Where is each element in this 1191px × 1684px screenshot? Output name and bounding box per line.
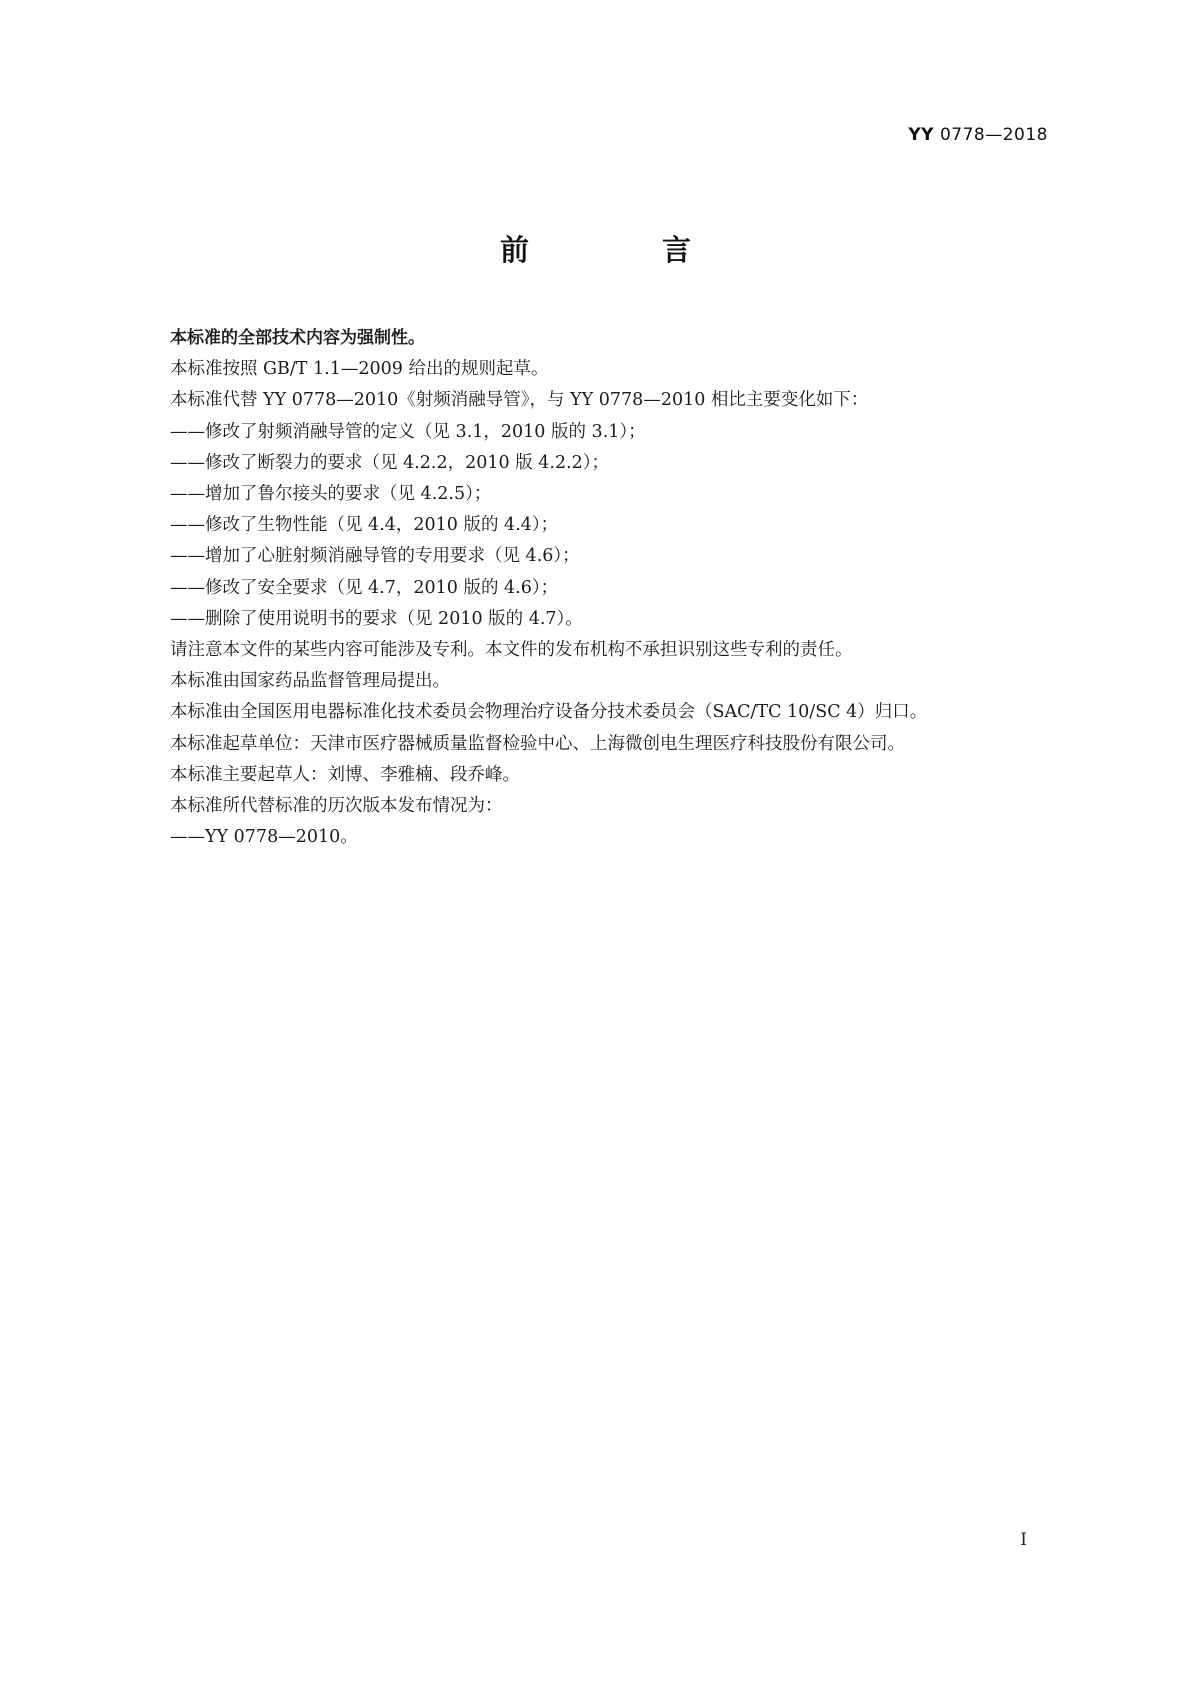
change-item: ——增加了鲁尔接头的要求（见 4.2.5）； <box>170 484 492 505</box>
history-intro-line: 本标准所代替标准的历次版本发布情况为： <box>170 796 503 817</box>
change-item: ——修改了断裂力的要求（见 4.2.2，2010 版 4.2.2）； <box>170 452 610 473</box>
patent-notice: 请注意本文件的某些内容可能涉及专利。本文件的发布机构不承担识别这些专利的责任。 <box>170 640 853 661</box>
page-title: 前 言 <box>499 233 743 267</box>
foreword-body <box>170 323 1050 853</box>
standard-code <box>908 125 1048 145</box>
change-item: ——删除了使用说明书的要求（见 2010 版的 4.7）。 <box>170 608 583 629</box>
committee-line: 本标准由全国医用电器标准化技术委员会物理治疗设备分技术委员会（SAC/TC 10/SC 4）归口。 <box>170 702 928 723</box>
standard-prefix: YY <box>908 125 934 145</box>
change-item: ——修改了生物性能（见 4.4，2010 版的 4.4）； <box>170 515 559 536</box>
change-item: ——修改了射频消融导管的定义（见 3.1，2010 版的 3.1）； <box>170 421 646 442</box>
change-item: ——增加了心脏射频消融导管的专用要求（见 4.6）； <box>170 546 580 567</box>
drafting-units-line: 本标准起草单位：天津市医疗器械质量监督检验中心、上海微创电生理医疗科技股份有限公司。 <box>170 733 905 754</box>
drafting-rules-line: 本标准按照 GB/T 1.1—2009 给出的规则起草。 <box>170 359 549 380</box>
replacement-line: 本标准代替 YY 0778—2010《射频消融导管》，与 YY 0778—2010 相比主要变化如下： <box>170 390 869 411</box>
standard-number: 0778—2018 <box>939 125 1048 145</box>
change-item: ——修改了安全要求（见 4.7，2010 版的 4.6）； <box>170 577 559 598</box>
drafters-line: 本标准主要起草人：刘博、李雅楠、段乔峰。 <box>170 764 520 785</box>
history-item: ——YY 0778—2010。 <box>170 827 358 848</box>
page-number: I <box>1020 1530 1027 1550</box>
proposer-line: 本标准由国家药品监督管理局提出。 <box>170 671 450 692</box>
mandatory-statement: 本标准的全部技术内容为强制性。 <box>170 328 425 348</box>
